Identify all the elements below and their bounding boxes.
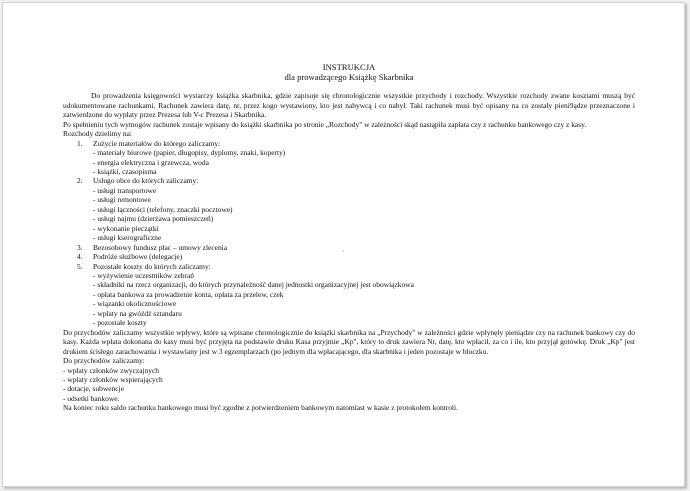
expenses-list xyxy=(63,139,635,328)
list-number: 5. xyxy=(77,261,83,271)
list-item: - wykonanie pieczątki xyxy=(93,223,159,233)
list-number: 1. xyxy=(77,138,83,148)
list-item: - opłata bankowa za prowadzenie konta, opłata za przelew, czek xyxy=(93,289,284,299)
intro-paragraph: Po spełnieniu tych wymogów rachunek zostaje wpisany do książki skarbnika po stronie „Rozchody" w zależności skąd nastąpiła zapłata czy z rachunku bankowego czy z kasy. xyxy=(63,119,587,129)
expense-category xyxy=(63,176,635,185)
list-item: - usługi kserograficzne xyxy=(93,233,162,243)
list-item: - składniki na rzecz organizacji, do których przynależność danej jednostki organizacyjnej jest obowiązkowa xyxy=(93,280,414,290)
list-item: - materiały biurowe (papier, długopisy, dyplomy, znaki, koperty) xyxy=(93,148,286,158)
intro-paragraph: Do prowadzenia księgowości wystarczy książka skarbnika, gdzie zapisuje się chronologicznie wszystkie przychody i rozchody. Wszystkie rozchody zwane kosztami muszą być udokumentowane rachunkami. Rachunek zawiera datę, nr, przez kogo wystawiony, kto jest nabywcą i co nabył. Taki rachunek musi być opisany na co zostały pieni9ądze przeznaczone i zatwierdzone do wypłaty przez Prezesa lub V-c Prezesa i Skarbnika. xyxy=(63,91,635,120)
list-item: - usługi łączności (telefony, znaczki pocztowe) xyxy=(93,204,233,214)
expense-subitems xyxy=(63,271,635,328)
expense-category xyxy=(63,262,635,271)
list-item: - pozostałe koszty xyxy=(93,318,147,328)
expense-category-label: Pozostałe koszty do których zaliczamy: xyxy=(93,261,211,271)
expense-category-label: Bezosobowy fundusz płac – umowy zlecenia xyxy=(93,242,228,252)
income-item: - wpłaty członków zwyczajnych xyxy=(63,365,160,375)
expense-category-label: Zużycie materiałów do którego zaliczamy: xyxy=(93,138,221,148)
document-page xyxy=(2,2,685,487)
list-number: 3. xyxy=(77,242,83,252)
expense-category-label: Usługo obce do których zaliczamy: xyxy=(93,176,199,186)
expense-subitems xyxy=(63,186,635,243)
income-paragraph: Do przychodów zaliczamy wszystkie wpływy, które są wpisane chronologicznie do książki skarbnika na „Przychody" w zależności gdzie wpłynęły pieniądze czy na rachunek bankowy czy do kasy. Każda wpłata dokonana do kasy musi być przyjęta na podstawie druku Kasa przyjmie „Kp", który to druk zawiera Nr, datę, kto wpłacił, za co i ile, kto przyjął gotówkę. Druk „Kp" jest drukiem ścisłego zarachowania i wystawiany jest w 3 egzemplarzach (po jednym dla wpłacającego, dla skarbnika i jeden pozostaje w bloczku. xyxy=(63,327,635,356)
list-item: - usługi najmu (dzierżawa pomieszczeń) xyxy=(93,214,214,224)
income-item: - dotacje, subwencje xyxy=(63,384,124,394)
expense-category-label: Podróże służbowe (delegacje) xyxy=(93,252,183,262)
list-item: - usługi remontowe xyxy=(93,195,151,205)
list-item: - książki, czasopisma xyxy=(93,167,157,177)
list-item: - wpłaty na gwóźdź sztandaru xyxy=(93,308,182,318)
list-item: - wyżywienie uczestników zebrań xyxy=(93,271,194,281)
expense-category xyxy=(63,139,635,148)
document-subtitle: dla prowadzącego Książkę Skarbnika xyxy=(284,72,414,83)
income-item: - wpłaty członków wspierających xyxy=(63,375,163,384)
list-number: 4. xyxy=(77,252,83,262)
closing-paragraph: Na koniec roku saldo rachunku bankowego musi być zgodne z potwierdzeniem bankowym natomiast w kasie z protokołem kontroli. xyxy=(63,403,458,413)
income-heading: Do przychodów zaliczamy: xyxy=(63,356,145,366)
list-item: - energia elektryczna i grzewcza, woda xyxy=(93,157,209,167)
expense-category xyxy=(63,243,635,252)
list-item: - usługi transportowe xyxy=(93,185,157,195)
income-item: - odsetki bankowe. xyxy=(63,393,120,403)
expense-category xyxy=(63,252,635,261)
document-content xyxy=(63,62,635,413)
list-number: 2. xyxy=(77,176,83,186)
list-item: - wiązanki okolicznościowe xyxy=(93,299,177,309)
expenses-heading: Rozchody dzielimy na: xyxy=(63,129,132,139)
document-title: INSTRUKCJA xyxy=(322,62,376,72)
expense-subitems xyxy=(63,148,635,176)
